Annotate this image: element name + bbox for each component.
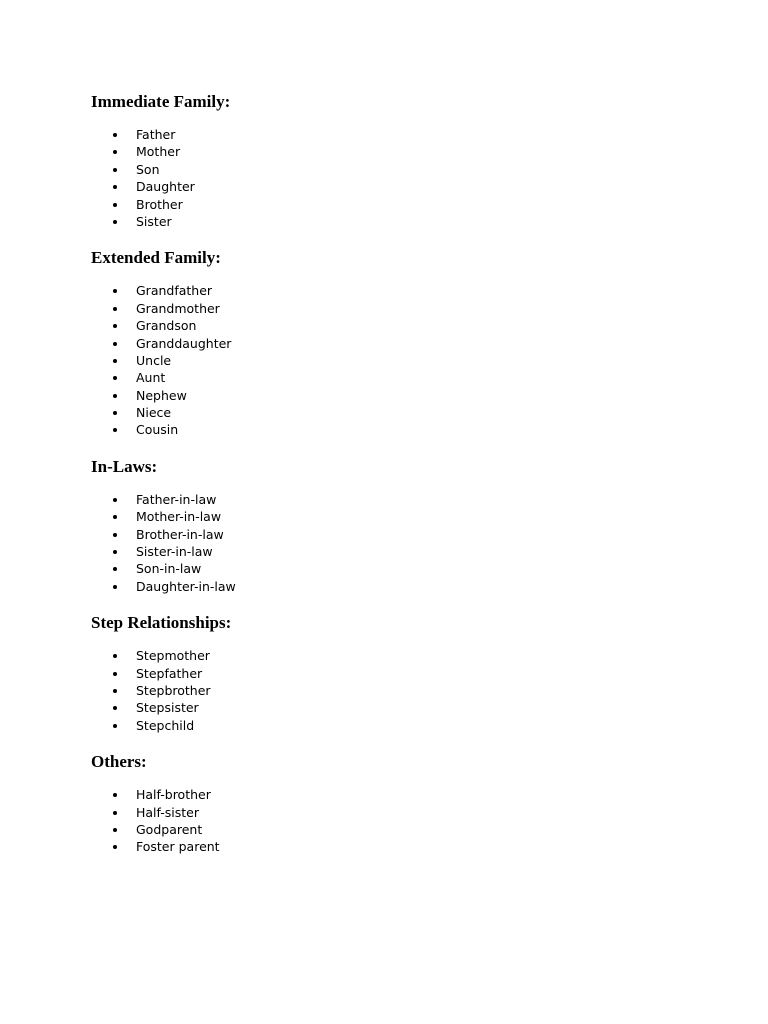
bullet-icon <box>113 724 117 728</box>
list-item-label: Daughter-in-law <box>136 578 236 594</box>
bullet-icon <box>113 185 117 189</box>
bullet-icon <box>113 793 117 797</box>
list-item-label: Grandson <box>136 318 197 334</box>
list-item-label: Father-in-law <box>136 491 217 507</box>
document-section <box>91 248 691 439</box>
list-item <box>91 335 691 352</box>
bullet-icon <box>113 324 117 328</box>
list-item <box>91 508 691 525</box>
list-item <box>91 404 691 421</box>
bullet-icon <box>113 828 117 832</box>
bullet-list <box>91 786 691 856</box>
bullet-icon <box>113 515 117 519</box>
bullet-icon <box>113 342 117 346</box>
bullet-icon <box>113 689 117 693</box>
section-heading: In-Laws: <box>91 456 158 476</box>
bullet-icon <box>113 133 117 137</box>
bullet-icon <box>113 550 117 554</box>
bullet-icon <box>113 220 117 224</box>
list-item-label: Godparent <box>136 821 203 837</box>
bullet-icon <box>113 289 117 293</box>
list-item-label: Half-sister <box>136 804 199 820</box>
list-item <box>91 578 691 595</box>
bullet-icon <box>113 533 117 537</box>
list-item <box>91 213 691 230</box>
list-item-label: Brother-in-law <box>136 526 224 542</box>
bullet-list <box>91 282 691 439</box>
list-item <box>91 421 691 438</box>
list-item <box>91 804 691 821</box>
list-item <box>91 300 691 317</box>
list-item-label: Sister-in-law <box>136 544 213 560</box>
bullet-icon <box>113 359 117 363</box>
list-item <box>91 699 691 716</box>
bullet-icon <box>113 654 117 658</box>
bullet-icon <box>113 845 117 849</box>
list-item <box>91 838 691 855</box>
section-heading: Immediate Family: <box>91 92 231 111</box>
list-item-label: Nephew <box>136 387 187 403</box>
list-item <box>91 352 691 369</box>
document-section <box>91 92 691 230</box>
list-item-label: Sister <box>136 213 172 229</box>
bullet-icon <box>113 150 117 154</box>
document-section <box>91 457 691 595</box>
list-item <box>91 786 691 803</box>
list-item <box>91 647 691 664</box>
list-item <box>91 282 691 299</box>
list-item-label: Mother-in-law <box>136 509 222 525</box>
document-section <box>91 613 691 734</box>
section-heading: Extended Family: <box>91 248 221 268</box>
list-item <box>91 717 691 734</box>
bullet-icon <box>113 203 117 207</box>
list-item-label: Aunt <box>136 370 166 386</box>
list-item-label: Stepsister <box>136 700 199 716</box>
list-item-label: Grandmother <box>136 300 220 316</box>
list-item-label: Half-brother <box>136 787 211 803</box>
bullet-icon <box>113 706 117 710</box>
list-item <box>91 196 691 213</box>
bullet-icon <box>113 567 117 571</box>
bullet-icon <box>113 811 117 815</box>
bullet-icon <box>113 394 117 398</box>
list-item <box>91 560 691 577</box>
bullet-icon <box>113 585 117 589</box>
list-item-label: Son-in-law <box>136 561 202 577</box>
bullet-icon <box>113 498 117 502</box>
list-item <box>91 665 691 682</box>
list-item-label: Granddaughter <box>136 335 232 351</box>
list-item-label: Cousin <box>136 422 179 438</box>
bullet-icon <box>113 672 117 676</box>
list-item <box>91 821 691 838</box>
list-item-label: Stepfather <box>136 665 203 681</box>
document-content <box>91 92 691 874</box>
bullet-icon <box>113 428 117 432</box>
list-item <box>91 387 691 404</box>
bullet-icon <box>113 307 117 311</box>
list-item-label: Niece <box>136 405 172 421</box>
section-heading: Step Relationships: <box>91 613 232 633</box>
bullet-list <box>91 491 691 595</box>
list-item <box>91 126 691 143</box>
list-item-label: Uncle <box>136 352 172 368</box>
document-section <box>91 752 691 856</box>
list-item <box>91 682 691 699</box>
list-item <box>91 178 691 195</box>
list-item-label: Mother <box>136 144 181 160</box>
list-item <box>91 143 691 160</box>
list-item <box>91 526 691 543</box>
bullet-icon <box>113 411 117 415</box>
list-item-label: Grandfather <box>136 283 213 299</box>
list-item-label: Daughter <box>136 179 195 195</box>
bullet-icon <box>113 168 117 172</box>
list-item-label: Brother <box>136 196 183 212</box>
bullet-list <box>91 647 691 734</box>
bullet-icon <box>113 376 117 380</box>
list-item <box>91 491 691 508</box>
list-item-label: Stepchild <box>136 717 195 733</box>
section-heading: Others: <box>91 752 147 772</box>
list-item-label: Father <box>136 127 176 142</box>
list-item <box>91 161 691 178</box>
list-item-label: Stepbrother <box>136 682 211 698</box>
list-item <box>91 369 691 386</box>
list-item-label: Foster parent <box>136 839 220 855</box>
list-item <box>91 317 691 334</box>
list-item-label: Son <box>136 161 160 177</box>
list-item <box>91 543 691 560</box>
bullet-list <box>91 126 691 230</box>
list-item-label: Stepmother <box>136 648 210 664</box>
